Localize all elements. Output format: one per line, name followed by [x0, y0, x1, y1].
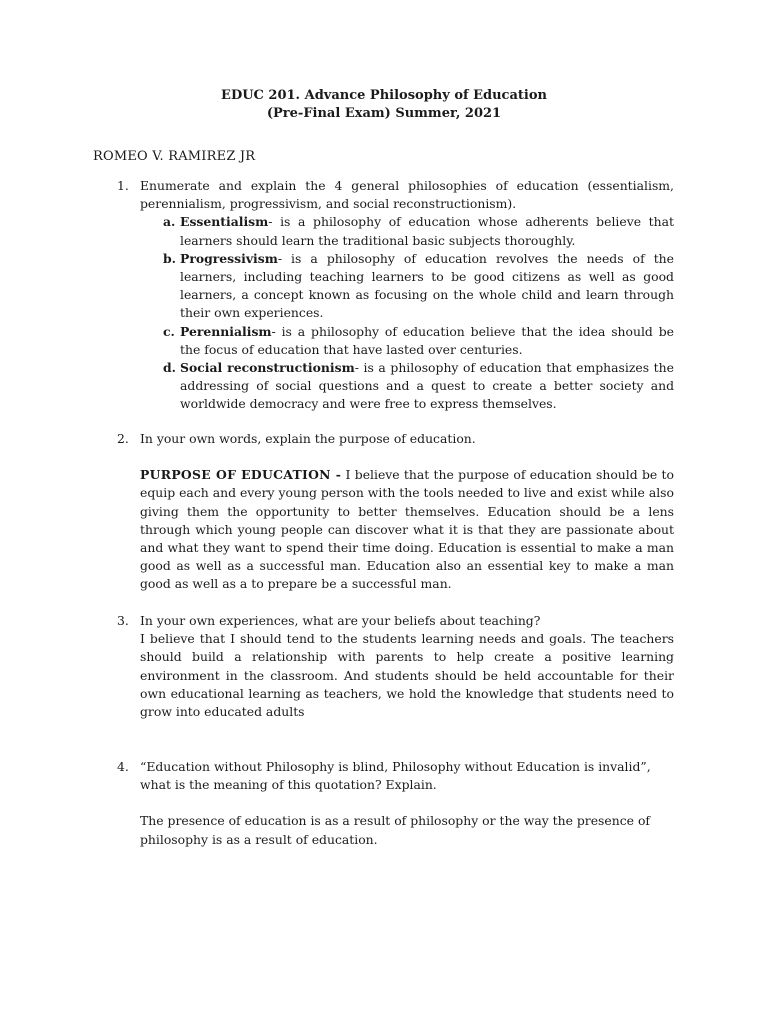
item-term: Perennialism — [180, 323, 272, 339]
list-item-social-reconstructionism — [163, 359, 674, 414]
question-prompt: Enumerate and explain the 4 general philosophies of education (essentialism, perennialism, progressivism, and social reconstructionism). — [140, 178, 674, 212]
question-number: 1. — [117, 178, 129, 193]
item-text: - is a philosophy of education that emphasizes the addressing of social questions and a quest to create a better society and worldwide democracy and were free to express themselves. — [180, 360, 674, 412]
student-name: ROMEO V. RAMIREZ JR — [93, 149, 256, 164]
item-letter: d. — [163, 360, 176, 376]
item-term: Social reconstructionism — [180, 360, 355, 376]
question-2 — [117, 430, 674, 594]
item-text: - is a philosophy of education believe that the idea should be the focus of education that have lasted over centuries. — [180, 323, 674, 357]
question-number: 4. — [117, 759, 129, 774]
question-prompt: In your own words, explain the purpose of education. — [140, 431, 476, 446]
list-item-essentialism — [163, 213, 674, 249]
exam-subtitle: (Pre-Final Exam) Summer, 2021 — [266, 106, 502, 121]
question-1 — [117, 177, 674, 414]
list-item-progressivism — [163, 250, 674, 323]
item-letter: a. — [163, 214, 176, 230]
answer-paragraph: The presence of education is as a result of philosophy or the way the presence of philosophy is as a result of education. — [140, 813, 650, 847]
item-term: Essentialism — [180, 214, 269, 230]
course-title: EDUC 201. Advance Philosophy of Education — [221, 88, 547, 103]
document-header — [0, 87, 768, 123]
answer-paragraph — [140, 466, 674, 593]
question-3 — [117, 612, 674, 721]
question-prompt: “Education without Philosophy is blind, Philosophy without Education is invalid”, what is the meaning of this quotation? Explain. — [140, 759, 651, 793]
question-4 — [117, 758, 674, 849]
answer-text: I believe that the purpose of education should be to equip each and every young person with the tools needed to live and exist while also giving them the opportunity to better themselves. Education should be a lens through which young people can discover what it is that they are passionate about and what they want to spend their time doing. Education is essential to make a man good as well as a successful man. Education also an essential key to make a man good as well as a to prepare be a successful man. — [140, 467, 674, 592]
list-item-perennialism — [163, 323, 674, 359]
question-number: 2. — [117, 431, 129, 446]
answer-title: PURPOSE OF EDUCATION - — [140, 467, 342, 483]
item-text: - is a philosophy of education revolves the needs of the learners, including teaching learners to be good citizens as well as good learners, a concept known as focusing on the whole child and learn through their own experiences. — [180, 250, 674, 321]
answer-paragraph: I believe that I should tend to the students learning needs and goals. The teachers should build a relationship with parents to help create a positive learning environment in the classroom. And students should be held accountable for their own educational learning as teachers, we hold the knowledge that students need to grow into educated adults — [140, 631, 674, 720]
question-prompt: In your own experiences, what are your beliefs about teaching? — [140, 613, 541, 628]
item-letter: b. — [163, 250, 176, 266]
item-text: - is a philosophy of education whose adherents believe that learners should learn the traditional basic subjects thoroughly. — [180, 214, 674, 248]
question-number: 3. — [117, 613, 129, 628]
item-term: Progressivism — [180, 250, 278, 266]
item-letter: c. — [163, 323, 175, 339]
